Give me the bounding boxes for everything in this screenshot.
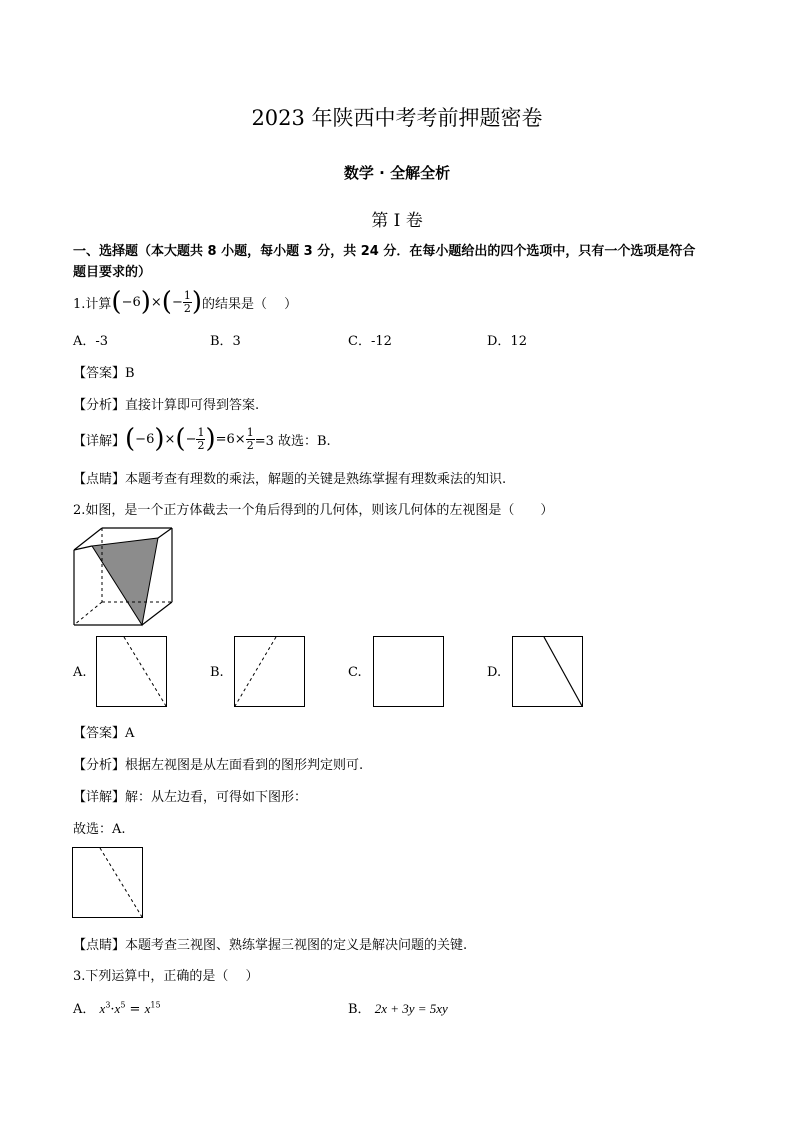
q1-option-d: D．12	[487, 334, 527, 349]
q1-detail-paren-close-2: )	[205, 424, 216, 454]
q1-prefix: 1.计算	[73, 296, 112, 312]
q3-stem: 3.下列运算中，正确的是（ ）	[73, 969, 259, 984]
q1-detail-end: =3 故选：B.	[254, 433, 331, 449]
q1-times: ×	[150, 294, 162, 310]
q1-fraction	[183, 290, 192, 315]
q1-detail-paren-close: )	[154, 424, 165, 454]
q1-answer: 【答案】B	[73, 366, 135, 381]
q3-option-a	[73, 998, 161, 1017]
q2-answer: 【答案】A	[73, 726, 135, 741]
q2-cube-figure	[72, 526, 182, 631]
q1-detail-frac2-num: 1	[246, 425, 254, 439]
q1-frac-num: 1	[183, 288, 191, 302]
q3-option-b-expr: 2x + 3y = 5xy	[374, 1001, 448, 1016]
q1-paren-close-2: )	[191, 287, 203, 317]
q3-option-b-label: B．	[348, 1002, 371, 1017]
q1-minus: −	[171, 294, 183, 310]
q2-analysis: 【分析】根据左视图是从左面看到的图形判定则可.	[73, 758, 364, 773]
q2-option-a-figure	[96, 636, 168, 708]
q2-detail: 【详解】解：从左边看，可得如下图形：	[73, 790, 308, 805]
q2-stem: 2.如图，是一个正方体截去一个角后得到的几何体，则该几何体的左视图是（ ）	[73, 503, 554, 518]
q3-option-a-x3: x	[144, 1001, 151, 1016]
q2-choose: 故选：A.	[73, 822, 126, 837]
q2-option-b-label: B.	[210, 665, 224, 680]
q1-detail-neg6: −6	[135, 431, 155, 447]
q3-option-b	[348, 998, 448, 1017]
q1-analysis: 【分析】直接计算即可得到答案.	[73, 398, 260, 413]
q3-option-a-dot: ·	[110, 1002, 115, 1017]
q1-paren-close: )	[140, 287, 151, 317]
q1-detail	[73, 424, 331, 454]
page-title: 2023 年陕西中考考前押题密卷	[251, 106, 543, 130]
section-heading-line1: 一、选择题（本大题共 8 小题，每小题 3 分，共 24 分．在每小题给出的四个选项中，只有一个选项是符合	[73, 244, 696, 259]
q1-option-c: C．-12	[348, 334, 392, 349]
q3-option-a-exp3: 15	[150, 1000, 161, 1010]
q3-option-a-label: A．	[73, 1002, 96, 1017]
q1-detail-frac-den: 2	[197, 438, 205, 452]
q1-neg6: −6	[121, 294, 141, 310]
q2-answer-figure	[72, 847, 144, 919]
q1-detail-frac2-den: 2	[246, 438, 254, 452]
q3-option-a-x1: x	[99, 1001, 106, 1016]
q2-cube-cut-face	[92, 538, 158, 625]
q1-stem	[73, 287, 297, 317]
q3-option-a-eq: =	[125, 1002, 145, 1017]
q1-comment: 【点睛】本题考查有理数的乘法，解题的关键是熟练掌握有理数乘法的知识.	[73, 472, 507, 487]
q2-option-b-figure	[234, 636, 306, 708]
q1-detail-fraction-2	[246, 427, 255, 452]
q1-detail-label: 【详解】	[73, 433, 126, 449]
q2-option-d-figure	[512, 636, 584, 708]
volume-heading: 第 Ⅰ 卷	[371, 211, 423, 231]
q1-detail-frac-num: 1	[197, 425, 205, 439]
q1-paren-open: (	[111, 287, 122, 317]
q2-option-c-figure	[373, 636, 445, 708]
q3-option-a-exp1: 3	[105, 1000, 111, 1010]
q1-paren-open-2: (	[161, 287, 172, 317]
q1-detail-times: ×	[164, 431, 176, 447]
q1-detail-paren-open-2: (	[175, 424, 186, 454]
section-heading-line2: 题目要求的）	[73, 265, 152, 280]
q1-option-b: B．3	[210, 334, 241, 349]
q1-detail-mid: =6×	[215, 431, 246, 447]
q3-option-a-x2: x	[114, 1001, 121, 1016]
page-subtitle: 数学 · 全解全析	[343, 164, 451, 182]
q1-option-a: A．-3	[73, 334, 109, 349]
q2-option-c-label: C.	[348, 665, 362, 680]
q1-detail-minus: −	[185, 431, 197, 447]
q1-detail-paren-open: (	[125, 424, 136, 454]
q2-option-a-label: A.	[73, 665, 87, 680]
q2-comment: 【点睛】本题考查三视图、熟练掌握三视图的定义是解决问题的关键.	[73, 938, 468, 953]
q2-option-d-label: D.	[487, 665, 502, 680]
q1-detail-fraction	[196, 427, 205, 452]
q3-option-a-exp2: 5	[120, 1000, 126, 1010]
q1-frac-den: 2	[183, 301, 191, 315]
q1-suffix: 的结果是（ ）	[202, 296, 298, 312]
